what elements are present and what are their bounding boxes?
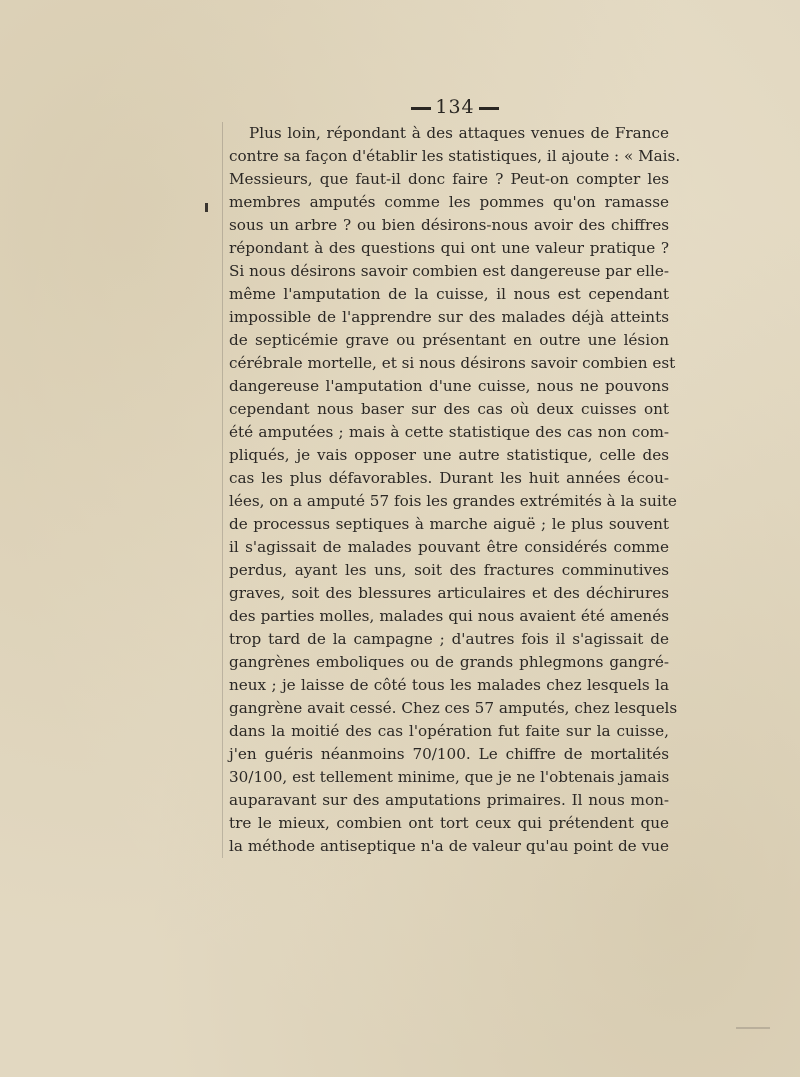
text-line: la méthode antiseptique n'a de valeur qu'au point de vue <box>229 837 669 855</box>
text-line: perdus, ayant les uns, soit des fractures comminutives <box>229 561 669 579</box>
page-number-header <box>400 96 510 118</box>
text-line: cas les plus défavorables. Durant les huit années écou- <box>229 469 669 487</box>
text-line: sous un arbre ? ou bien désirons-nous avoir des chiffres <box>229 216 669 234</box>
text-line: graves, soit des blessures articulaires et des déchirures <box>229 584 669 602</box>
text-line: Plus loin, répondant à des attaques venues de France <box>249 124 669 142</box>
text-line: lées, on a amputé 57 fois les grandes extrémités à la suite <box>229 492 677 510</box>
paper-smudge <box>736 1027 770 1029</box>
text-line: 30/100, est tellement minime, que je ne l'obtenais jamais <box>229 768 670 786</box>
text-line: répondant à des questions qui ont une valeur pratique ? <box>229 239 669 257</box>
text-line: dangereuse l'amputation d'une cuisse, nous ne pouvons <box>229 377 669 395</box>
text-line: il s'agissait de malades pouvant être considérés comme <box>229 538 669 556</box>
text-line: gangrènes emboliques ou de grands phlegmons gangré- <box>229 653 669 671</box>
text-line: cependant nous baser sur des cas où deux cuisses ont <box>229 400 669 418</box>
text-line: été amputées ; mais à cette statistique des cas non com- <box>229 423 669 441</box>
text-line: trop tard de la campagne ; d'autres fois il s'agissait de <box>229 630 669 648</box>
text-line: neux ; je laisse de côté tous les malades chez lesquels la <box>229 676 669 694</box>
left-dash <box>411 107 431 110</box>
text-line: contre sa façon d'établir les statistiques, il ajoute : « Mais. <box>229 147 681 165</box>
text-line: même l'amputation de la cuisse, il nous est cependant <box>229 285 669 303</box>
text-line: j'en guéris néanmoins 70/100. Le chiffre de mortalités <box>229 745 669 763</box>
text-line: cérébrale mortelle, et si nous désirons savoir combien est <box>229 354 676 372</box>
text-line: auparavant sur des amputations primaires. Il nous mon- <box>229 791 669 809</box>
text-line: de processus septiques à marche aiguë ; le plus souvent <box>229 515 669 533</box>
margin-mark <box>205 203 208 212</box>
text-line: Messieurs, que faut-il donc faire ? Peut-on compter les <box>229 170 669 188</box>
text-line: Si nous désirons savoir combien est dangereuse par elle- <box>229 262 669 280</box>
text-line: dans la moitié des cas l'opération fut faite sur la cuisse, <box>229 722 669 740</box>
text-line: de septicémie grave ou présentant en outre une lésion <box>229 331 669 349</box>
text-line: gangrène avait cessé. Chez ces 57 amputés, chez lesquels <box>229 699 678 717</box>
body-text <box>222 122 681 858</box>
text-line: membres amputés comme les pommes qu'on ramasse <box>229 193 669 211</box>
page-number: 134 <box>435 96 475 118</box>
text-line: des parties molles, malades qui nous avaient été amenés <box>229 607 669 625</box>
text-line: tre le mieux, combien ont tort ceux qui prétendent que <box>229 814 669 832</box>
text-line: pliqués, je vais opposer une autre statistique, celle des <box>229 446 669 464</box>
right-dash <box>479 107 499 110</box>
text-line: impossible de l'apprendre sur des malades déjà atteints <box>229 308 669 326</box>
